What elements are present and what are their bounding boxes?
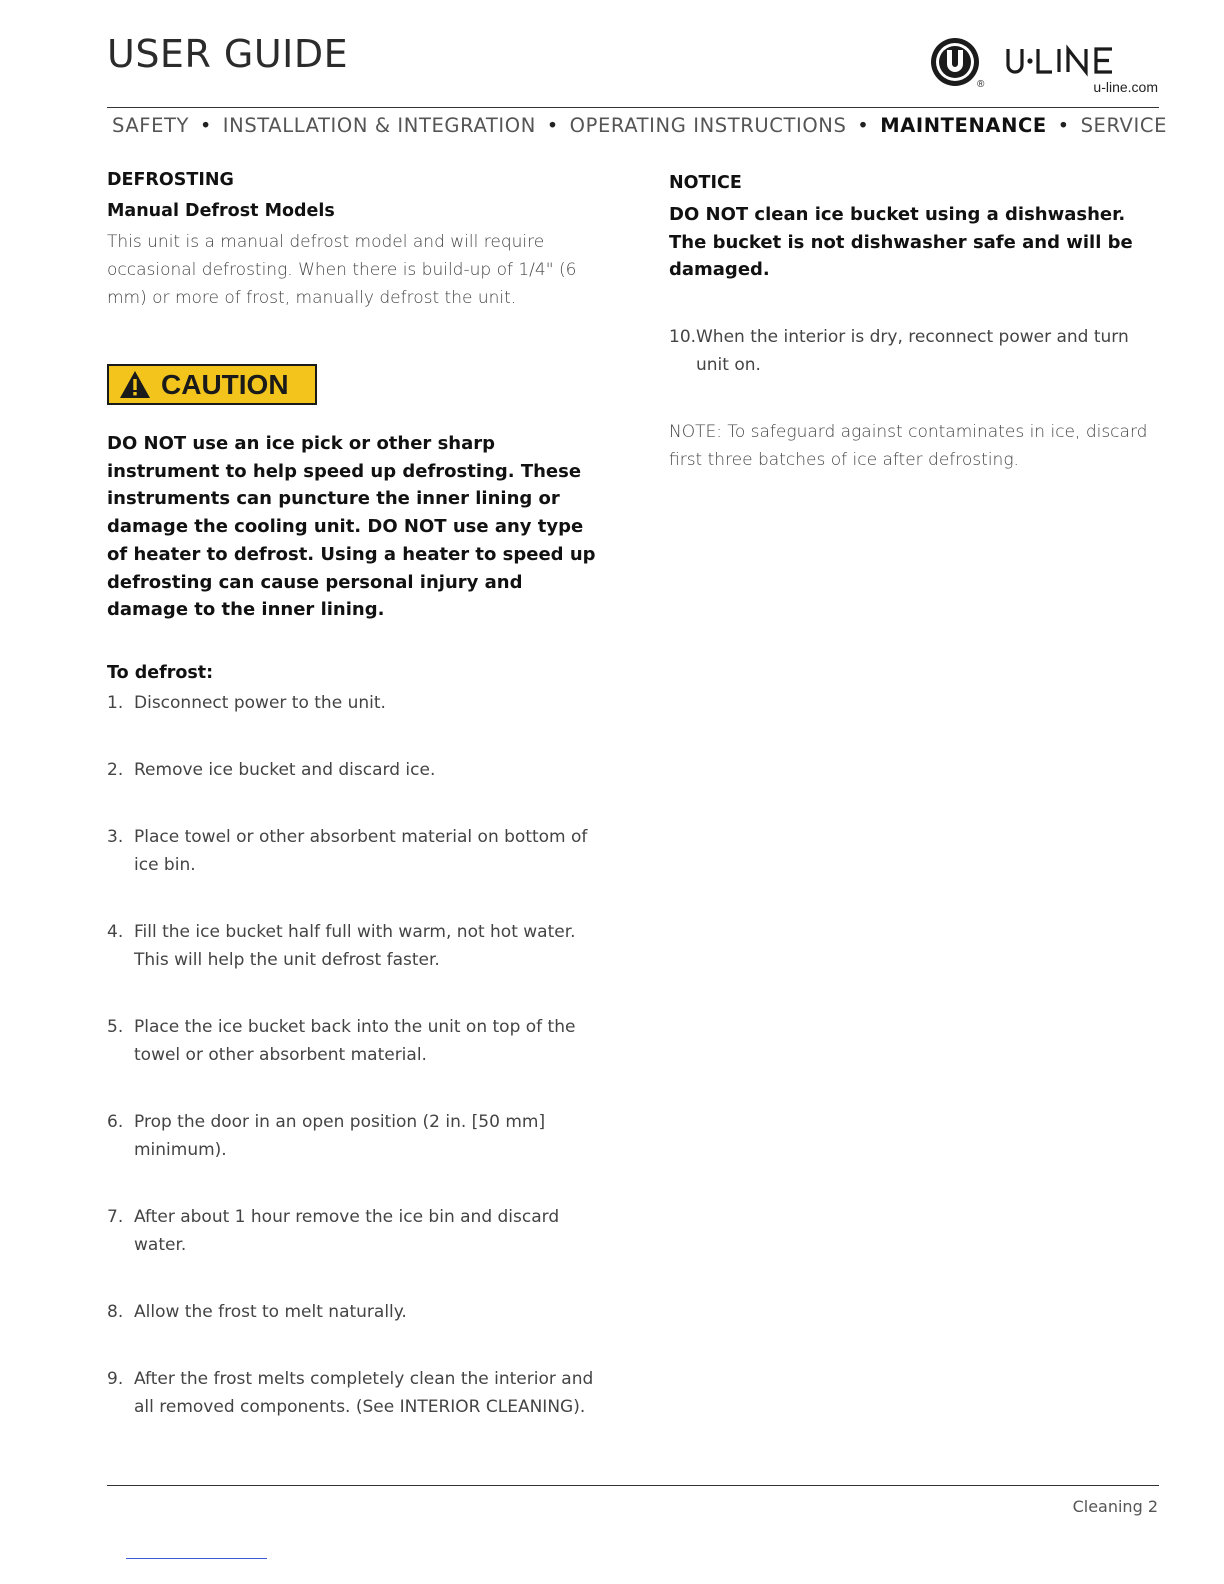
caution-label	[107, 364, 317, 405]
nav-separator: •	[857, 114, 870, 137]
caution-paragraph: DO NOT use an ice pick or other sharp instrument to help speed up defrosting. These instruments can puncture the inner lining or damage the cooling unit. DO NOT use any type of heater to defrost. Using a heater to speed up defrosting can cause personal injury and damage to the inner lining.	[107, 433, 596, 621]
nav-separator: •	[199, 114, 212, 137]
section-heading: DEFROSTING	[107, 170, 234, 190]
list-item	[669, 323, 1164, 379]
list-item	[107, 756, 602, 784]
step-text: After about 1 hour remove the ice bin and discard water.	[134, 1206, 560, 1255]
nav-item-maintenance[interactable]: MAINTENANCE	[880, 114, 1047, 137]
brand-url[interactable]: u-line.com	[1093, 79, 1158, 95]
section-nav	[112, 114, 1167, 137]
list-item	[107, 823, 602, 879]
step-text: Fill the ice bucket half full with warm, not hot water. This will help the unit defrost faster.	[134, 921, 576, 970]
step-number: 2.	[107, 759, 124, 780]
step-number: 5.	[107, 1016, 124, 1037]
step-number: 6.	[107, 1111, 124, 1132]
note-paragraph: NOTE: To safeguard against contaminates in ice, discard first three batches of ice after defrosting.	[669, 422, 1148, 471]
step-number: 1.	[107, 692, 124, 713]
nav-separator: •	[546, 114, 559, 137]
footer-divider	[107, 1485, 1159, 1486]
nav-separator: •	[1057, 114, 1070, 137]
svg-text:®: ®	[977, 79, 985, 90]
sub-heading: Manual Defrost Models	[107, 201, 335, 221]
header-divider	[107, 107, 1159, 108]
intro-paragraph: This unit is a manual defrost model and will require occasional defrosting. When there is build-up of 1/4" (6 mm) or more of frost, manually defrost the unit.	[107, 232, 577, 308]
step-text: When the interior is dry, reconnect power and turn unit on.	[696, 327, 1129, 376]
step-text: Disconnect power to the unit.	[134, 692, 386, 713]
list-item	[107, 689, 602, 717]
page-number: Cleaning 2	[1072, 1497, 1158, 1516]
warning-icon	[119, 370, 151, 399]
step-number: 9.	[107, 1368, 124, 1389]
defrost-steps-continued	[669, 323, 1164, 379]
footer-link-underline[interactable]	[126, 1558, 267, 1559]
list-item	[107, 1203, 602, 1259]
list-item	[107, 1013, 602, 1069]
step-text: Place the ice bucket back into the unit on top of the towel or other absorbent material.	[134, 1016, 576, 1065]
step-number: 3.	[107, 826, 124, 847]
step-text: Remove ice bucket and discard ice.	[134, 759, 436, 780]
caution-text-label: CAUTION	[161, 368, 289, 400]
step-number: 8.	[107, 1301, 124, 1322]
list-item	[107, 918, 602, 974]
step-text: Prop the door in an open position (2 in. [50 mm] minimum).	[134, 1111, 546, 1160]
nav-item-service[interactable]: SERVICE	[1080, 114, 1167, 137]
left-column	[107, 170, 602, 1421]
step-text: Allow the frost to melt naturally.	[134, 1301, 407, 1322]
nav-item-safety[interactable]: SAFETY	[112, 114, 190, 137]
steps-heading: To defrost:	[107, 662, 214, 683]
list-item	[107, 1298, 602, 1326]
notice-paragraph: DO NOT clean ice bucket using a dishwasher. The bucket is not dishwasher safe and will be damaged.	[669, 204, 1133, 281]
step-text: After the frost melts completely clean the interior and all removed components. (See INTERIOR CLEANING).	[134, 1368, 594, 1417]
page-title: USER GUIDE	[107, 32, 349, 76]
nav-item-operating[interactable]: OPERATING INSTRUCTIONS	[569, 114, 847, 137]
step-number: 4.	[107, 921, 124, 942]
right-column	[669, 173, 1164, 474]
step-number: 7.	[107, 1206, 124, 1227]
notice-heading: NOTICE	[669, 173, 742, 193]
step-number: 10.	[669, 327, 697, 348]
nav-item-installation[interactable]: INSTALLATION & INTEGRATION	[222, 114, 536, 137]
list-item	[107, 1365, 602, 1421]
step-text: Place towel or other absorbent material on bottom of ice bin.	[134, 826, 588, 875]
defrost-steps	[107, 689, 602, 1421]
list-item	[107, 1108, 602, 1164]
